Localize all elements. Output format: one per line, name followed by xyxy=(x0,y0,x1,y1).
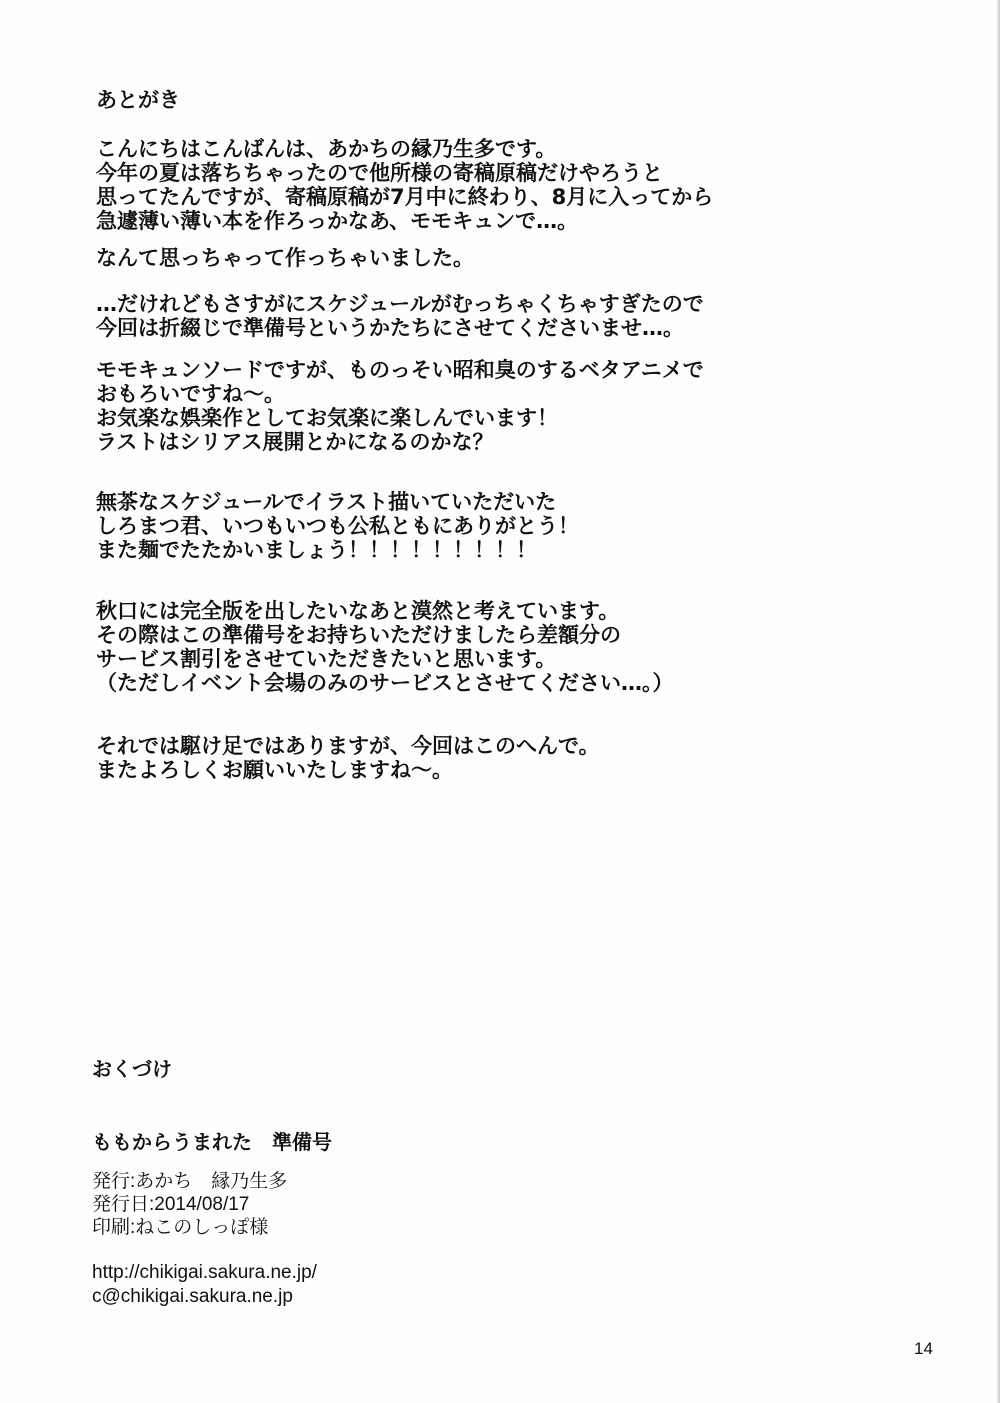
contact-links xyxy=(92,1261,317,1309)
text-line: …だけれどもさすがにスケジュールがむっちゃくちゃすぎたので xyxy=(96,292,704,316)
email-address: c@chikigai.sakura.ne.jp xyxy=(92,1286,293,1307)
printer-line: 印刷:ねこのしっぽ様 xyxy=(92,1217,269,1238)
colophon-heading: おくづけ xyxy=(92,1057,172,1081)
publish-date-line: 発行日:2014/08/17 xyxy=(92,1194,250,1215)
afterword-paragraph-7 xyxy=(96,734,600,782)
text-line: なんて思っちゃって作っちゃいました。 xyxy=(96,246,474,270)
text-line: おもろいですね～。 xyxy=(96,382,285,406)
text-line: モモキュンソードですが、ものっそい昭和臭のするベタアニメで xyxy=(96,358,704,382)
afterword-paragraph-5 xyxy=(96,490,579,562)
text-line: 今回は折綴じで準備号というかたちにさせてくださいませ…。 xyxy=(96,316,684,340)
text-line: サービス割引をさせていただきたいと思います。 xyxy=(96,647,557,671)
text-line: その際はこの準備号をお持ちいただけましたら差額分の xyxy=(96,623,621,647)
text-line: また麺でたたかいましょう！！！！！！！！！ xyxy=(96,538,537,562)
book-title: ももからうまれた 準備号 xyxy=(92,1130,332,1154)
text-line: 今年の夏は落ちちゃったので他所様の寄稿原稿だけやろうと xyxy=(96,161,663,185)
text-line: 秋口には完全版を出したいなあと漠然と考えています。 xyxy=(96,599,620,623)
text-line: お気楽な娯楽作としてお気楽に楽しんでいます！ xyxy=(96,406,558,430)
text-line: （ただしイベント会場のみのサービスとさせてください…。） xyxy=(96,671,674,695)
text-line: またよろしくお願いいたしますね～。 xyxy=(96,758,453,782)
text-line: 無茶なスケジュールでイラスト描いていただいた xyxy=(96,490,557,514)
afterword-paragraph-1 xyxy=(96,137,713,233)
text-line: しろまつ君、いつもいつも公私ともにありがとう！ xyxy=(96,514,579,538)
page-number: 14 xyxy=(914,1339,933,1358)
afterword-paragraph-2 xyxy=(96,246,474,270)
colophon-info xyxy=(92,1170,287,1239)
afterword-heading: あとがき xyxy=(96,88,180,112)
text-line: ラストはシリアス展開とかになるのかな？ xyxy=(96,430,494,454)
afterword-paragraph-6 xyxy=(96,599,674,695)
text-line: それでは駆け足ではありますが、今回はこのへんで。 xyxy=(96,734,600,758)
text-line: こんにちはこんばんは、あかちの縁乃生多です。 xyxy=(96,137,557,161)
publisher-line: 発行:あかち 縁乃生多 xyxy=(92,1171,288,1192)
afterword-paragraph-3 xyxy=(96,292,704,340)
website-url: http://chikigai.sakura.ne.jp/ xyxy=(92,1262,317,1283)
text-line: 思ってたんですが、寄稿原稿が7月中に終わり、8月に入ってから xyxy=(96,185,714,209)
text-line: 急遽薄い薄い本を作ろっかなあ、モモキュンで…。 xyxy=(96,209,579,233)
afterword-paragraph-4 xyxy=(96,358,704,454)
